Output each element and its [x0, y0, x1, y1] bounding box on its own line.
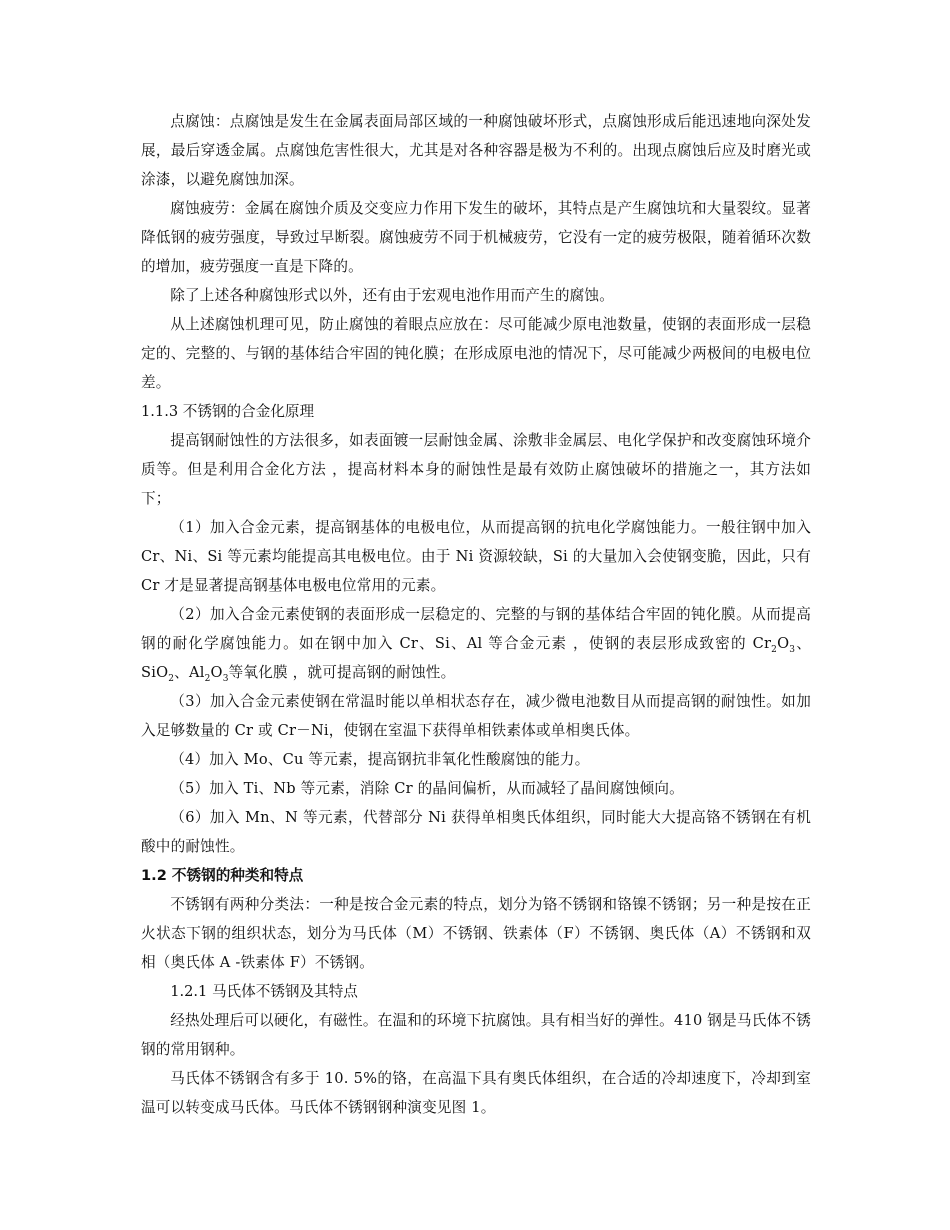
- method-2-text-d: 、Al: [174, 664, 205, 681]
- subscript: 3: [789, 644, 796, 655]
- section-heading-1-2: 1.2 不锈钢的种类和特点: [141, 867, 304, 884]
- paragraph-alloying-intro: 提高钢耐蚀性的方法很多，如表面镀一层耐蚀金属、涂敷非金属层、电化学保护和改变腐蚀环境介质等。但是利用合金化方法 ，提高材料本身的耐蚀性是最有效防止腐蚀破坏的措施之一，其方法如下；: [141, 432, 811, 507]
- method-2-text-e: O: [210, 664, 223, 681]
- paragraph-method-3: （3）加入合金元素使钢在常温时能以单相状态存在，减少微电池数目从而提高钢的耐蚀性。如加入足够数量的 Cr 或 Cr－Ni，使钢在室温下获得单相铁素体或单相奥氏体。: [141, 693, 811, 739]
- method-2-text-a: （2）加入合金元素使钢的表面形成一层稳定的、完整的与钢的基体结合牢固的钝化膜。从而提高钢的耐化学腐蚀能力。如在钢中加入 Cr、Si、Al 等合金元素 ，使钢的表层形成致密的 Cr: [141, 606, 811, 652]
- subscript: 2: [168, 673, 175, 684]
- paragraph-method-6: （6）加入 Mn、N 等元素，代替部分 Ni 获得单相奥氏体组织，同时能大大提高铬不锈钢在有机酸中的耐蚀性。: [141, 809, 811, 855]
- subscript: 2: [771, 644, 778, 655]
- section-heading-1-2-1: 1.2.1 马氏体不锈钢及其特点: [170, 983, 358, 1000]
- paragraph-method-1: （1）加入合金元素，提高钢基体的电极电位，从而提高钢的抗电化学腐蚀能力。一般往钢中加入 Cr、Ni、Si 等元素均能提高其电极电位。由于 Ni 资源较缺，Si 的大量加入会使钢变脆，因此，只有 Cr 才是显著提高钢基体电极电位常用的元素。: [141, 519, 811, 594]
- paragraph-classification: 不锈钢有两种分类法：一种是按合金元素的特点，划分为铬不锈钢和铬镍不锈钢；另一种是按在正火状态下钢的组织状态，划分为马氏体（M）不锈钢、铁素体（F）不锈钢、奥氏体（A）不锈钢和双相（奥氏体 A -铁素体 F）不锈钢。: [141, 896, 811, 971]
- paragraph-macro-cell: 除了上述各种腐蚀形式以外，还有由于宏观电池作用而产生的腐蚀。: [170, 287, 615, 304]
- subscript: 2: [204, 673, 211, 684]
- paragraph-method-4: （4）加入 Mo、Cu 等元素，提高钢抗非氧化性酸腐蚀的能力。: [170, 751, 590, 768]
- method-2-text-f: 等氧化膜 ，就可提高钢的耐蚀性。: [228, 664, 456, 681]
- subscript: 3: [222, 673, 229, 684]
- paragraph-corrosion-fatigue: 腐蚀疲劳：金属在腐蚀介质及交变应力作用下发生的破坏，其特点是产生腐蚀坑和大量裂纹。显著降低钢的疲劳强度，导致过早断裂。腐蚀疲劳不同于机械疲劳，它没有一定的疲劳极限，随着循环次数的增加，疲劳强度一直是下降的。: [141, 200, 811, 275]
- section-heading-1-1-3: 1.1.3 不锈钢的合金化原理: [141, 403, 315, 420]
- paragraph-pitting-corrosion: 点腐蚀：点腐蚀是发生在金属表面局部区域的一种腐蚀破坏形式，点腐蚀形成后能迅速地向深处发展，最后穿透金属。点腐蚀危害性很大，尤其是对各种容器是极为不利的。出现点腐蚀后应及时磨光或涂漆，以避免腐蚀加深。: [141, 113, 811, 188]
- method-2-text-b: O: [777, 635, 790, 652]
- paragraph-prevention: 从上述腐蚀机理可见，防止腐蚀的着眼点应放在：尽可能减少原电池数量，使钢的表面形成一层稳定的、完整的、与钢的基体结合牢固的钝化膜；在形成原电池的情况下，尽可能减少两极间的电极电位差。: [141, 316, 811, 391]
- method-2-text-c: 、SiO: [141, 635, 811, 681]
- paragraph-martensitic-composition: 马氏体不锈钢含有多于 10. 5%的铬，在高温下具有奥氏体组织，在合适的冷却速度下，冷却到室温可以转变成马氏体。马氏体不锈钢钢种演变见图 1。: [141, 1070, 811, 1116]
- paragraph-martensitic-properties: 经热处理后可以硬化，有磁性。在温和的环境下抗腐蚀。具有相当好的弹性。410 钢是马氏体不锈钢的常用钢种。: [141, 1012, 811, 1058]
- paragraph-method-2: [141, 600, 811, 687]
- document-page: [141, 107, 811, 1122]
- paragraph-method-5: （5）加入 Ti、Nb 等元素，消除 Cr 的晶间偏析，从而减轻了晶间腐蚀倾向。: [170, 780, 684, 797]
